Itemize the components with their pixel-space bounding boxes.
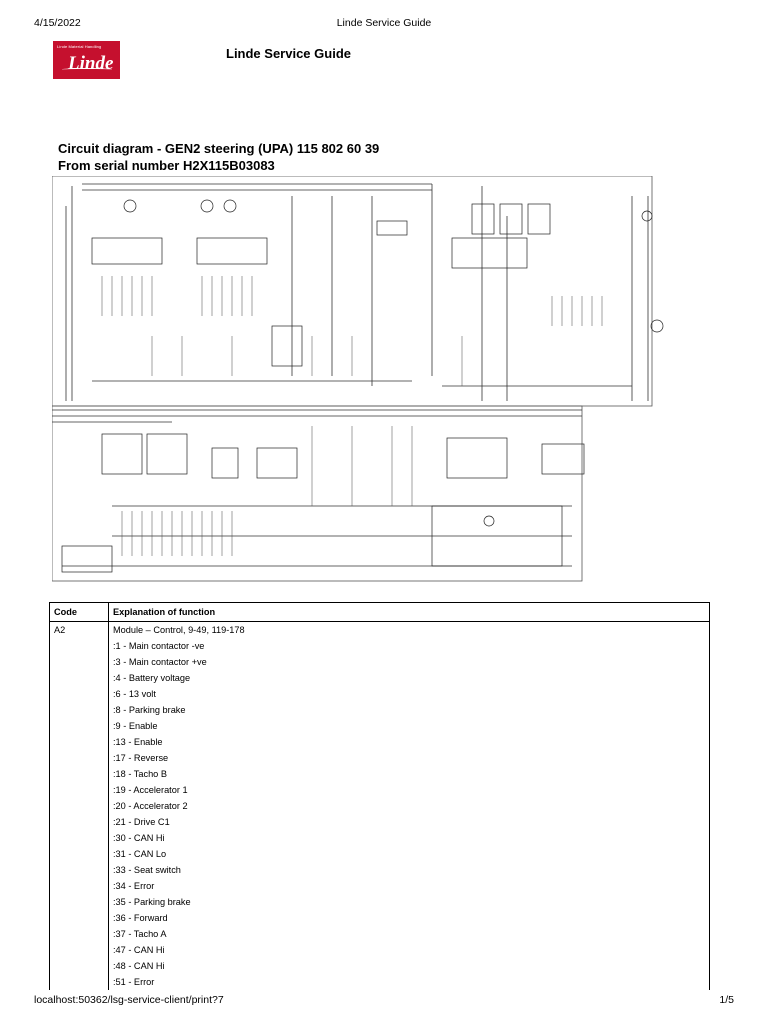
row-explanation: :37 - Tacho A (109, 926, 710, 942)
row-explanation: :4 - Battery voltage (109, 670, 710, 686)
section-title-line1: Circuit diagram - GEN2 steering (UPA) 115 802 60 39 (58, 141, 380, 156)
row-explanation: :48 - CAN Hi (109, 958, 710, 974)
row-code (50, 846, 109, 862)
row-code (50, 750, 109, 766)
linde-logo (53, 41, 120, 79)
table-row (50, 974, 710, 990)
table-row (50, 622, 710, 638)
table-row (50, 638, 710, 654)
footer-page-number: 1/5 (719, 994, 734, 1006)
logo-swoosh (62, 68, 112, 71)
row-explanation: :13 - Enable (109, 734, 710, 750)
table-row (50, 798, 710, 814)
row-code (50, 894, 109, 910)
guide-title: Linde Service Guide (226, 46, 351, 61)
row-code (50, 702, 109, 718)
table-row (50, 878, 710, 894)
table-row (50, 942, 710, 958)
row-code (50, 782, 109, 798)
table-row (50, 958, 710, 974)
table-row (50, 734, 710, 750)
row-explanation: :8 - Parking brake (109, 702, 710, 718)
row-code (50, 638, 109, 654)
header-code: Code (50, 603, 109, 622)
row-code (50, 670, 109, 686)
section-title (58, 140, 379, 174)
table-row (50, 814, 710, 830)
row-code (50, 814, 109, 830)
footer-url: localhost:50362/lsg-service-client/print?7 (34, 994, 224, 1006)
row-code (50, 862, 109, 878)
code-table (49, 602, 710, 990)
row-explanation: :51 - Error (109, 974, 710, 990)
row-explanation: :21 - Drive C1 (109, 814, 710, 830)
row-code (50, 958, 109, 974)
row-explanation: :6 - 13 volt (109, 686, 710, 702)
table-row (50, 894, 710, 910)
row-explanation: :47 - CAN Hi (109, 942, 710, 958)
table-row (50, 926, 710, 942)
row-explanation: :3 - Main contactor +ve (109, 654, 710, 670)
table-row (50, 846, 710, 862)
logo-tagline: Linde Material Handling (57, 44, 102, 49)
row-explanation: :17 - Reverse (109, 750, 710, 766)
row-code: A2 (50, 622, 109, 638)
table-row (50, 750, 710, 766)
row-explanation: :19 - Accelerator 1 (109, 782, 710, 798)
print-date: 4/15/2022 (34, 17, 81, 29)
row-code (50, 942, 109, 958)
row-explanation: :9 - Enable (109, 718, 710, 734)
row-explanation: Module – Control, 9-49, 119-178 (109, 622, 710, 638)
row-code (50, 830, 109, 846)
row-code (50, 878, 109, 894)
row-explanation: :35 - Parking brake (109, 894, 710, 910)
row-explanation: :33 - Seat switch (109, 862, 710, 878)
table-row (50, 686, 710, 702)
table-row (50, 654, 710, 670)
row-code (50, 910, 109, 926)
row-code (50, 974, 109, 990)
row-code (50, 926, 109, 942)
header-explanation: Explanation of function (109, 603, 710, 622)
row-code (50, 654, 109, 670)
table-row (50, 782, 710, 798)
circuit-diagram (52, 176, 708, 582)
table-row (50, 862, 710, 878)
table-row (50, 830, 710, 846)
row-explanation: :36 - Forward (109, 910, 710, 926)
section-title-line2: From serial number H2X115B03083 (58, 158, 275, 173)
print-header-title: Linde Service Guide (336, 17, 432, 29)
logo-wordmark: Linde (68, 53, 114, 74)
row-explanation: :1 - Main contactor -ve (109, 638, 710, 654)
print-header (0, 17, 768, 31)
row-code (50, 734, 109, 750)
row-explanation: :34 - Error (109, 878, 710, 894)
row-explanation: :18 - Tacho B (109, 766, 710, 782)
row-code (50, 798, 109, 814)
row-code (50, 718, 109, 734)
table-row (50, 702, 710, 718)
row-code (50, 686, 109, 702)
row-code (50, 766, 109, 782)
table-row (50, 766, 710, 782)
table-row (50, 718, 710, 734)
table-row (50, 910, 710, 926)
table-row (50, 670, 710, 686)
table-header-row (50, 603, 710, 622)
row-explanation: :30 - CAN Hi (109, 830, 710, 846)
row-explanation: :20 - Accelerator 2 (109, 798, 710, 814)
row-explanation: :31 - CAN Lo (109, 846, 710, 862)
